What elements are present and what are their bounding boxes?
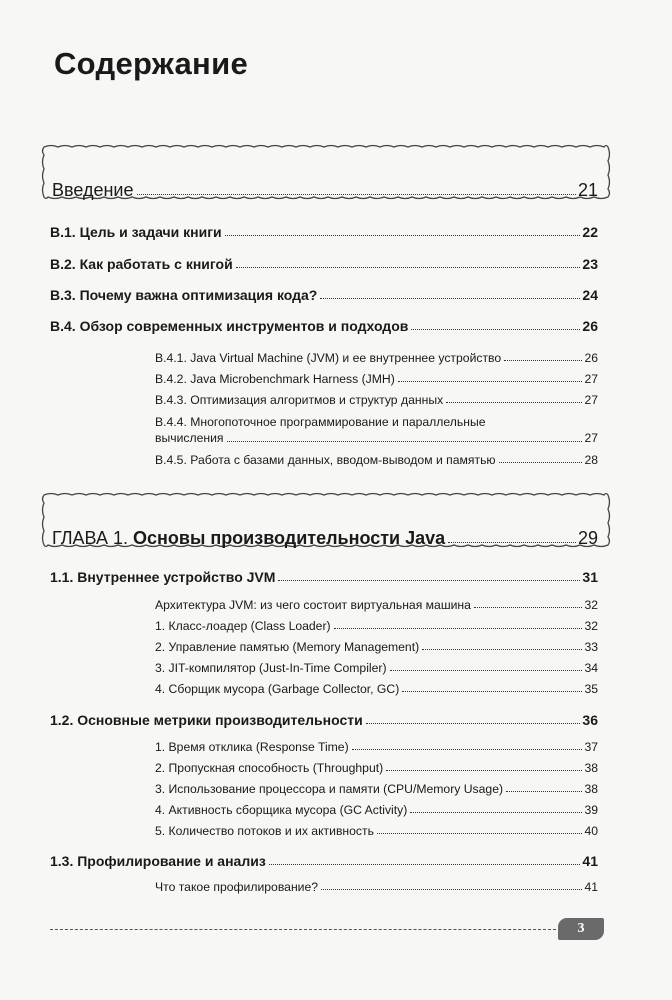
toc-entry-1-2-0[interactable] (155, 740, 598, 754)
dot-leader (448, 541, 576, 543)
intro-heading-box (40, 143, 612, 201)
dot-leader (499, 461, 583, 463)
chapter1-prefix: ГЛАВА 1. (52, 528, 128, 548)
dot-leader (227, 440, 583, 442)
toc-entry-1-1[interactable] (50, 569, 598, 585)
entry-page: 26 (584, 351, 598, 365)
entry-title: 1.2. Основные метрики производительности (50, 712, 363, 728)
dot-leader (137, 193, 576, 195)
dot-leader (402, 690, 582, 692)
entry-title: 1.1. Внутреннее устройство JVM (50, 569, 276, 585)
toc-entry-b4-5[interactable] (155, 453, 598, 467)
entry-title: 5. Количество потоков и их активность (155, 824, 374, 838)
entry-page: 27 (584, 431, 598, 445)
dot-leader (334, 627, 583, 629)
entry-title-line2: вычисления (155, 431, 224, 445)
entry-title: 1.3. Профилирование и анализ (50, 853, 266, 869)
entry-page: 31 (582, 569, 598, 585)
intro-title: Введение (52, 180, 134, 200)
entry-page: 26 (582, 318, 598, 334)
toc-entry-1-1-4[interactable] (155, 682, 598, 696)
chapter1-entry[interactable] (52, 491, 598, 549)
toc-entry-b2[interactable] (50, 256, 598, 272)
page-footer (46, 918, 606, 940)
intro-page: 21 (577, 180, 598, 200)
toc-entry-b4-1[interactable] (155, 351, 598, 365)
intro-entry[interactable] (52, 143, 598, 201)
entry-title: В.4.5. Работа с базами данных, вводом-выводом и памятью (155, 453, 496, 467)
entry-title: В.3. Почему важна оптимизация кода? (50, 287, 318, 303)
toc-entry-1-3[interactable] (50, 853, 598, 869)
entry-page: 22 (582, 224, 598, 240)
page-number-badge: 3 (558, 918, 604, 940)
entry-page: 38 (584, 782, 598, 796)
page-title: Содержание (54, 46, 248, 81)
toc-entry-1-1-1[interactable] (155, 619, 598, 633)
toc-entry-1-3-0[interactable] (155, 880, 598, 894)
entry-title: 2. Управление памятью (Memory Management) (155, 640, 420, 654)
entry-title: В.4.2. Java Microbenchmark Harness (JMH) (155, 372, 395, 386)
toc-entry-1-1-3[interactable] (155, 661, 598, 675)
dot-leader (225, 234, 581, 236)
dot-leader (474, 606, 583, 608)
entry-page: 41 (584, 880, 598, 894)
footer-dashed-line (50, 929, 556, 930)
dot-leader (504, 359, 582, 361)
entry-title: В.1. Цель и задачи книги (50, 224, 222, 240)
dot-leader (410, 811, 582, 813)
entry-page: 36 (582, 712, 598, 728)
dot-leader (366, 722, 581, 724)
toc-entry-1-1-0[interactable] (155, 598, 598, 612)
dot-leader (352, 748, 583, 750)
dot-leader (398, 380, 583, 382)
entry-page: 23 (582, 256, 598, 272)
entry-page: 33 (584, 640, 598, 654)
dot-leader (236, 266, 581, 268)
entry-title: В.4.1. Java Virtual Machine (JVM) и ее внутреннее устройство (155, 351, 502, 365)
entry-title: Что такое профилирование? (155, 880, 319, 894)
entry-title: 4. Активность сборщика мусора (GC Activity) (155, 803, 408, 817)
dot-leader (320, 297, 580, 299)
entry-title: В.4.3. Оптимизация алгоритмов и структур данных (155, 393, 444, 407)
toc-entry-1-2-2[interactable] (155, 782, 598, 796)
dot-leader (321, 888, 582, 890)
toc-entry-1-2-3[interactable] (155, 803, 598, 817)
entry-page: 38 (584, 761, 598, 775)
entry-title: В.4. Обзор современных инструментов и подходов (50, 318, 409, 334)
entry-page: 27 (584, 393, 598, 407)
toc-entry-1-1-2[interactable] (155, 640, 598, 654)
toc-entry-b4[interactable] (50, 318, 598, 334)
entry-page: 35 (584, 682, 598, 696)
toc-entry-b1[interactable] (50, 224, 598, 240)
toc-entry-1-2[interactable] (50, 712, 598, 728)
entry-title: 2. Пропускная способность (Throughput) (155, 761, 384, 775)
toc-entry-1-2-4[interactable] (155, 824, 598, 838)
dot-leader (422, 648, 582, 650)
dot-leader (377, 832, 582, 834)
entry-page: 34 (584, 661, 598, 675)
entry-title: 3. Использование процессора и памяти (CPU/Memory Usage) (155, 782, 504, 796)
entry-page: 28 (584, 453, 598, 467)
chapter1-heading-box (40, 491, 612, 549)
entry-page: 32 (584, 598, 598, 612)
dot-leader (269, 863, 581, 865)
entry-page: 27 (584, 372, 598, 386)
entry-page: 41 (582, 853, 598, 869)
entry-page: 32 (584, 619, 598, 633)
entry-title: 3. JIT-компилятор (Just-In-Time Compiler) (155, 661, 387, 675)
toc-entry-b4-3[interactable] (155, 393, 598, 407)
dot-leader (278, 579, 580, 581)
toc-entry-1-2-1[interactable] (155, 761, 598, 775)
chapter1-title: Основы производительности Java (133, 528, 446, 548)
entry-title: 1. Время отклика (Response Time) (155, 740, 349, 754)
dot-leader (411, 328, 580, 330)
entry-title: Архитектура JVM: из чего состоит виртуальная машина (155, 598, 471, 612)
entry-title: 1. Класс-лоадер (Class Loader) (155, 619, 331, 633)
entry-title: 4. Сборщик мусора (Garbage Collector, GC) (155, 682, 400, 696)
entry-page: 39 (584, 803, 598, 817)
toc-entry-b4-2[interactable] (155, 372, 598, 386)
chapter1-page: 29 (577, 528, 598, 548)
entry-page: 40 (584, 824, 598, 838)
entry-title: В.2. Как работать с книгой (50, 256, 233, 272)
entry-title-line1: В.4.4. Многопоточное программирование и параллельные (155, 415, 486, 429)
toc-entry-b4-4[interactable] (155, 414, 598, 446)
entry-page: 24 (582, 287, 598, 303)
toc-entry-b3[interactable] (50, 287, 598, 303)
entry-page: 37 (584, 740, 598, 754)
dot-leader (386, 769, 582, 771)
dot-leader (446, 401, 582, 403)
dot-leader (506, 790, 582, 792)
dot-leader (390, 669, 583, 671)
